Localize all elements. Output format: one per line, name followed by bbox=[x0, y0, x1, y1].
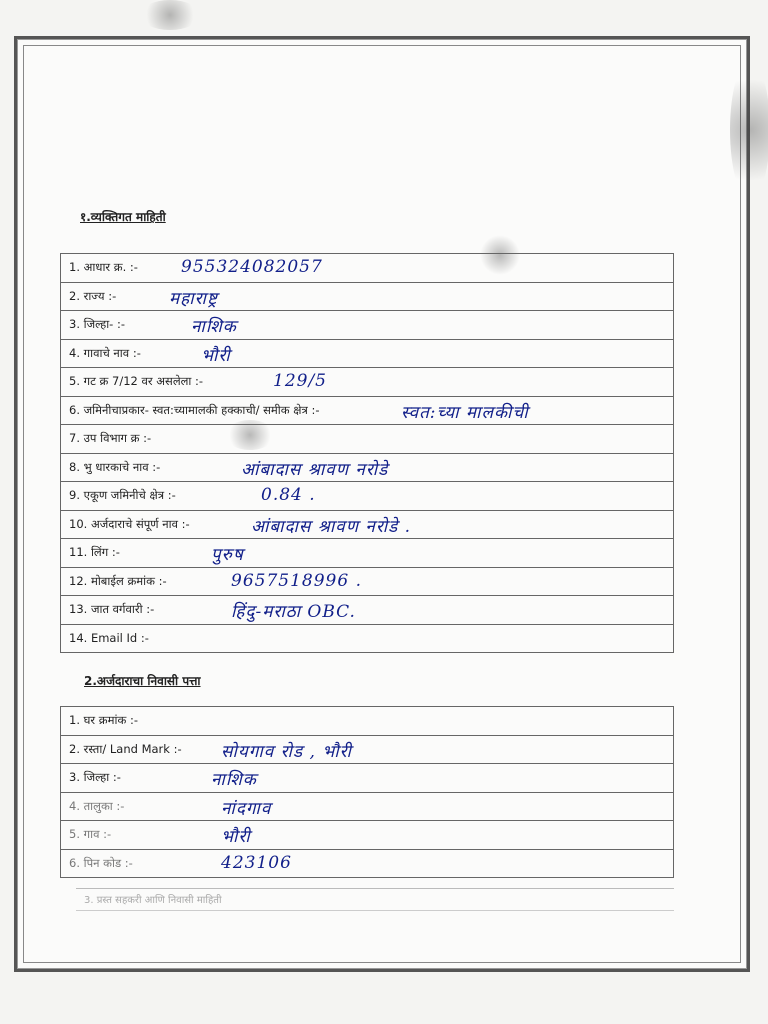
field-label: 5. गाव :- bbox=[69, 827, 112, 842]
form-row bbox=[61, 849, 674, 878]
divider bbox=[76, 888, 674, 889]
handwritten-value: महाराष्ट्र bbox=[169, 288, 218, 309]
form-cell bbox=[61, 482, 674, 511]
form-row bbox=[61, 311, 674, 340]
form-cell bbox=[61, 396, 674, 425]
form-cell bbox=[61, 368, 674, 397]
handwritten-value: भौरी bbox=[221, 827, 251, 847]
handwritten-value: नाशिक bbox=[211, 770, 257, 790]
form-row bbox=[61, 453, 674, 482]
form-row bbox=[61, 735, 674, 764]
form-row bbox=[61, 425, 674, 454]
footer-section-line: 3. प्रस्त सहकरी आणि निवासी माहिती bbox=[84, 895, 222, 906]
divider bbox=[76, 910, 674, 911]
personal-info-table bbox=[60, 253, 674, 653]
form-cell bbox=[61, 425, 674, 454]
field-label: 6. जमिनीचाप्रकार- स्वत:च्यामालकी हक्काची/ समीक क्षेत्र :- bbox=[69, 402, 320, 417]
field-label: 5. गट क्र 7/12 वर असलेला :- bbox=[69, 374, 204, 389]
form-row bbox=[61, 596, 674, 625]
form-cell bbox=[61, 735, 674, 764]
form-cell bbox=[61, 567, 674, 596]
smudge-mark bbox=[140, 0, 200, 30]
form-cell bbox=[61, 596, 674, 625]
handwritten-value: आंबादास श्रावण नरोडे bbox=[241, 459, 389, 480]
handwritten-value: नांदगाव bbox=[221, 798, 272, 819]
form-cell bbox=[61, 539, 674, 568]
form-cell bbox=[61, 792, 674, 821]
handwritten-value: सोयगाव रोड , भौरी bbox=[221, 741, 352, 762]
handwritten-value: हिंदु-मराठा OBC. bbox=[231, 602, 356, 622]
handwritten-value: 129/5 bbox=[273, 371, 327, 391]
form-row bbox=[61, 482, 674, 511]
section-title-address: 2.अर्जदाराचा निवासी पत्ता bbox=[84, 674, 201, 688]
form-cell bbox=[61, 624, 674, 653]
field-label: 13. जात वर्गवारी :- bbox=[69, 602, 155, 617]
form-cell bbox=[61, 282, 674, 311]
handwritten-value: 955324082057 bbox=[181, 257, 323, 277]
form-row bbox=[61, 624, 674, 653]
form-row bbox=[61, 821, 674, 850]
form-row bbox=[61, 707, 674, 736]
field-label: 11. लिंग :- bbox=[69, 545, 120, 560]
field-label: 1. आधार क्र. :- bbox=[69, 260, 138, 275]
form-cell bbox=[61, 254, 674, 283]
field-label: 3. जिल्हा :- bbox=[69, 770, 121, 785]
field-label: 4. तालुका :- bbox=[69, 798, 125, 813]
form-row bbox=[61, 567, 674, 596]
handwritten-value: 423106 bbox=[221, 852, 292, 873]
field-label: 4. गावाचे नाव :- bbox=[69, 345, 141, 360]
smudge-mark bbox=[730, 60, 768, 200]
form-row bbox=[61, 368, 674, 397]
handwritten-value: भौरी bbox=[201, 345, 231, 366]
field-label: 2. राज्य :- bbox=[69, 288, 117, 303]
field-label: 1. घर क्रमांक :- bbox=[69, 713, 138, 728]
form-cell bbox=[61, 510, 674, 539]
field-label: 6. पिन कोड :- bbox=[69, 855, 133, 870]
form-row bbox=[61, 764, 674, 793]
handwritten-value: 9657518996 . bbox=[231, 570, 362, 591]
field-label: 2. रस्ता/ Land Mark :- bbox=[69, 741, 182, 756]
form-cell bbox=[61, 821, 674, 850]
form-row bbox=[61, 792, 674, 821]
form-cell bbox=[61, 764, 674, 793]
handwritten-value: आंबादास श्रावण नरोडे . bbox=[251, 516, 412, 537]
field-label: 10. अर्जदाराचे संपूर्ण नाव :- bbox=[69, 516, 190, 531]
field-label: 8. भु धारकाचे नाव :- bbox=[69, 459, 161, 474]
address-table bbox=[60, 706, 674, 878]
form-cell bbox=[61, 707, 674, 736]
form-cell bbox=[61, 339, 674, 368]
field-label: 7. उप विभाग क्र :- bbox=[69, 431, 152, 446]
handwritten-value: पुरुष bbox=[211, 545, 244, 565]
handwritten-value: स्वत:च्या मालकीची bbox=[401, 402, 529, 423]
form-cell bbox=[61, 311, 674, 340]
field-label: 9. एकूण जमिनीचे क्षेत्र :- bbox=[69, 488, 176, 503]
form-row bbox=[61, 282, 674, 311]
form-row bbox=[61, 396, 674, 425]
form-row bbox=[61, 510, 674, 539]
field-label: 3. जिल्हा- :- bbox=[69, 317, 126, 332]
field-label: 12. मोबाईल क्रमांक :- bbox=[69, 573, 167, 588]
form-row bbox=[61, 539, 674, 568]
handwritten-value: नाशिक bbox=[191, 317, 237, 337]
section-title-personal-info: १.व्यक्तिगत माहिती bbox=[80, 210, 166, 224]
form-row bbox=[61, 254, 674, 283]
form-row bbox=[61, 339, 674, 368]
field-label: 14. Email Id :- bbox=[69, 631, 149, 646]
form-cell bbox=[61, 453, 674, 482]
handwritten-value: 0.84 . bbox=[261, 485, 316, 505]
form-cell bbox=[61, 849, 674, 878]
